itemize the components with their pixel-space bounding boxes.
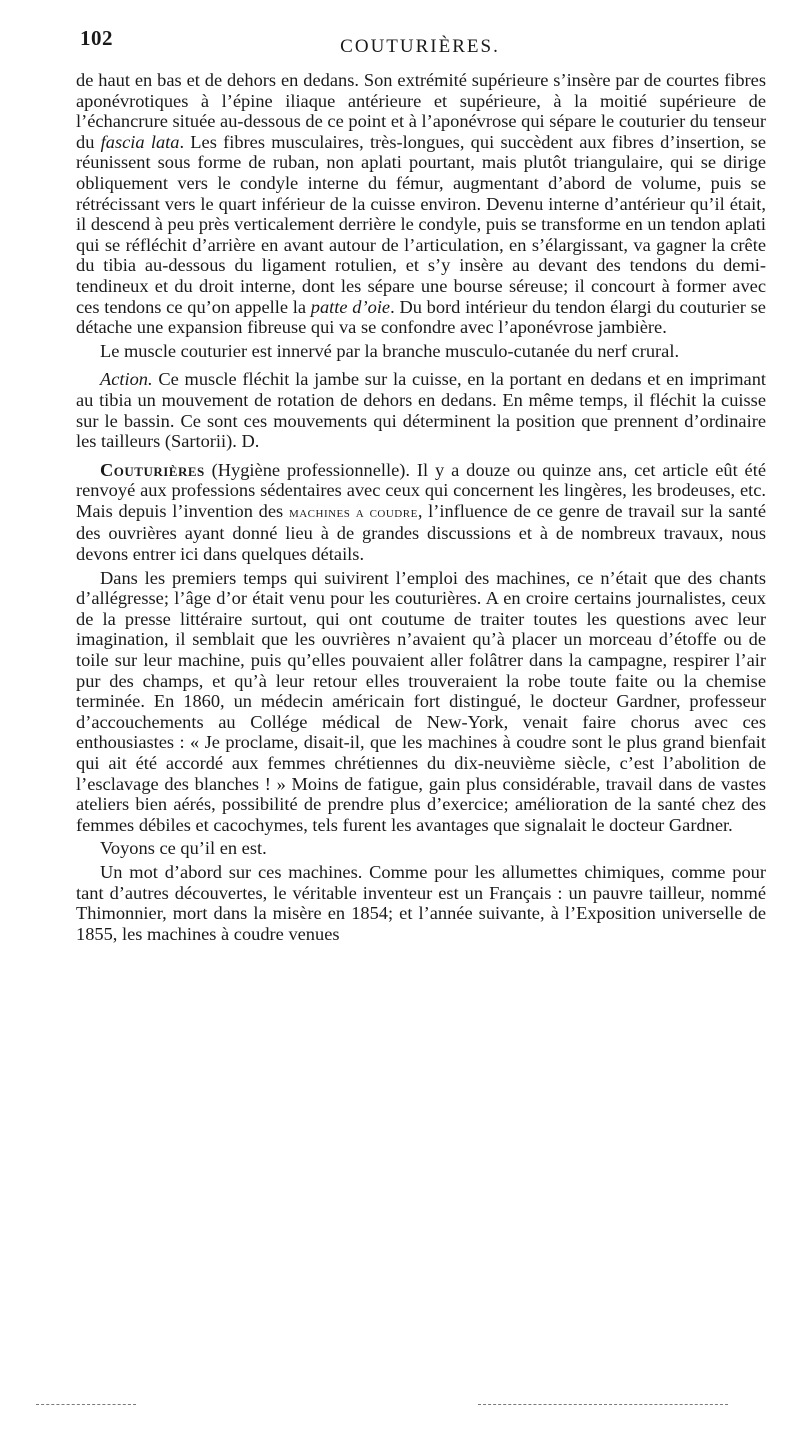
entry-heading: Couturières bbox=[100, 459, 205, 480]
section-label: Action. bbox=[100, 369, 153, 390]
entry-subheading: (Hygiène professionnelle). bbox=[211, 459, 411, 480]
italic-term: fascia lata bbox=[100, 131, 180, 152]
italic-term: patte d’oie bbox=[310, 296, 391, 317]
text-span: . Du bord intérieur du tendon élargi du couturier se détache une expansion fibreuse qui va se confondre avec l’aponévrose jambière. bbox=[76, 296, 766, 338]
page-number: 102 bbox=[80, 26, 113, 50]
paragraph-voyons: Voyons ce qu’il en est. bbox=[100, 838, 267, 859]
text-span: , l’influence de ce genre de travail sur la santé des ouvrières ayant donné lieu à de grandes discussions et à de nombreux travaux, nous devons entrer ici dans quelques détails. bbox=[76, 500, 766, 565]
paragraph-innervation: Le muscle couturier est innervé par la branche musculo-cutanée du nerf crural. bbox=[100, 340, 680, 361]
body-text bbox=[76, 70, 766, 944]
paragraph-machines: Un mot d’abord sur ces machines. Comme pour les allumettes chimiques, comme pour tant d’autres découvertes, le véritable inventeur est un Français : un pauvre tailleur, nommé Thimonnier, mort dans la misère en 1854; et l’année suivante, à l’Exposition universelle de 1855, les machines à coudre venues bbox=[76, 861, 766, 944]
paragraph-action bbox=[76, 369, 766, 451]
text-span: . Les fibres musculaires, très-longues, qui succèdent aux fibres d’insertion, se réunissent sous forme de ruban, non aplati pourtant, mais plutôt triangulaire, qui se dirige obliquement vers le condyle interne du fémur, augmentant d’abord de volume, puis se rétrécissant vers le quart inférieur de la cuisse environ. Devenu interne d’antérieur qu’il était, il descend à peu près verticalement derrière le condyle, puis se transforme en un tendon aplati qui se réfléchit d’arrière en avant autour de l’articulation, en s’élargissant, va gagner la crête du tibia au-dessous du ligament rotulien, et s’y insère au devant des tendons du demi-tendineux et du droit interne, dont les sépare une bourse séreuse; il concourt à former avec ces tendons ce qu’on appelle la bbox=[76, 131, 766, 317]
paragraph-couturieres-intro bbox=[76, 460, 766, 565]
footer-rule-right bbox=[478, 1404, 728, 1407]
paragraph-couturier-description bbox=[76, 70, 766, 338]
text-span: Il y a douze ou quinze ans, cet article eût été renvoyé aux professions sédentaires avec ceux qui concernent les lingères, les brodeuses, etc. Mais depuis l’invention des bbox=[76, 459, 766, 521]
text-span: de haut en bas et de dehors en dedans. Son extrémité supérieure s’insère par de courtes fibres aponévrotiques à l’épine iliaque antérieure et supérieure, à la moitié supérieure de l’échancrure située au-dessous de ce point et à l’aponévrose qui sépare le couturier du tenseur du bbox=[76, 70, 766, 152]
running-head bbox=[0, 36, 800, 58]
running-title: COUTURIÈRES. bbox=[340, 36, 500, 57]
text-span: Ce muscle fléchit la jambe sur la cuisse, en la portant en dedans et en imprimant au tibia un mouvement de rotation de dehors en dedans. En même temps, il fléchit la cuisse sur le bassin. Ce sont ces mouvements qui déterminent la position que prennent d’ordinaire les tailleurs (Sartorii). D. bbox=[76, 369, 766, 452]
footer-rule-left bbox=[36, 1404, 136, 1407]
paragraph-early-times: Dans les premiers temps qui suivirent l’emploi des machines, ce n’était que des chants d’allégresse; l’âge d’or était venu pour les couturières. A en croire certains journalistes, ceux de la presse littéraire surtout, qui ont coutume de traiter toutes les questions avec leur imagination, il semblait que les ouvrières n’avaient qu’à placer un morceau d’étoffe ou de toile sur leur machine, puis qu’elles pouvaient aller folâtrer dans la campagne, respirer l’air pur des champs, et qu’à leur retour elles trouveraient la robe toute faite ou la chemise terminée. En 1860, un médecin américain fort distingué, le docteur Gardner, professeur d’accouchements au Collége médical de New-York, venait faire chorus avec ces enthousiastes : « Je proclame, disait-il, que les machines à coudre sont le plus grand bienfait qui ait été accordé aux femmes chrétiennes du dix-neuvième siècle, c’est l’abolition de l’esclavage des blanches ! » Moins de fatigue, gain plus considérable, travail dans de vastes ateliers bien aérés, possibilité de prendre plus d’exercice; amélioration de la santé chez des femmes débiles et cacochymes, tels furent les avantages que signalait le docteur Gardner. bbox=[76, 567, 766, 835]
small-caps-term: machines a coudre bbox=[288, 504, 418, 521]
